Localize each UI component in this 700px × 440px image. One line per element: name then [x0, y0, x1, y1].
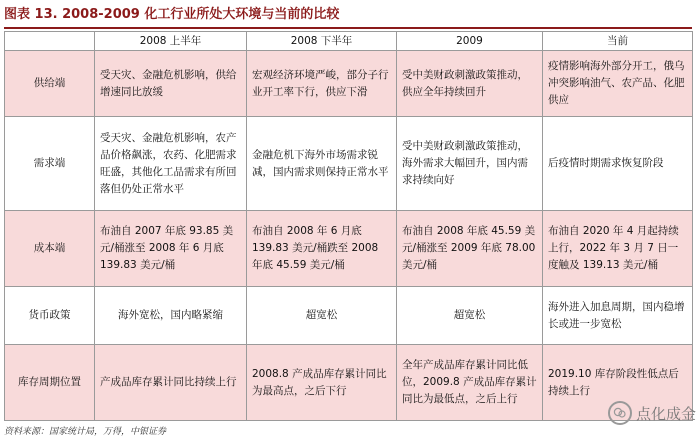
watermark: [608, 400, 696, 426]
table-cell: 超宽松: [247, 287, 397, 345]
table-row: [5, 287, 693, 345]
table-cell: 产成品库存累计同比持续上行: [95, 345, 247, 421]
comparison-table: [4, 31, 693, 421]
table-cell: 布油自 2007 年底 93.85 美元/桶涨至 2008 年 6 月底 139.83 美元/桶: [95, 211, 247, 287]
row-label-inventory-cycle: 库存周期位置: [5, 345, 95, 421]
table-cell: 布油自 2008 年底 45.59 美元/桶涨至 2009 年底 78.00 美元/桶: [397, 211, 543, 287]
table-cell: 受中美财政刺激政策推动，供应全年持续回升: [397, 51, 543, 117]
table-cell: 受天灾、金融危机影响，供给增速同比放缓: [95, 51, 247, 117]
wechat-logo-icon: [608, 401, 632, 425]
row-label-demand: 需求端: [5, 117, 95, 211]
header-current: 当前: [543, 32, 693, 51]
row-label-monetary-policy: 货币政策: [5, 287, 95, 345]
table-row: [5, 51, 693, 117]
figure-title: 图表 13. 2008-2009 化工行业所处大环境与当前的比较: [4, 7, 340, 22]
table-cell: 受中美财政刺激政策推动，海外需求大幅回升，国内需求持续向好: [397, 117, 543, 211]
header-2008-h1: 2008 上半年: [95, 32, 247, 51]
table-cell: 后疫情时期需求恢复阶段: [543, 117, 693, 211]
table-cell: 2019.10 库存阶段性低点后持续上行: [543, 345, 693, 421]
table-cell: 2008.8 产成品库存累计同比为最高点，之后下行: [247, 345, 397, 421]
table-row: [5, 345, 693, 421]
header-2008-h2: 2008 下半年: [247, 32, 397, 51]
table-cell: 全年产成品库存累计同比低位，2009.8 产成品库存累计同比为最低点，之后上行: [397, 345, 543, 421]
header-corner: [5, 32, 95, 51]
row-label-cost: 成本端: [5, 211, 95, 287]
source-note: 资料来源：国家统计局，万得，中银证券: [4, 427, 167, 437]
table-cell: 疫情影响海外部分开工，俄乌冲突影响油气、农产品、化肥供应: [543, 51, 693, 117]
row-label-supply: 供给端: [5, 51, 95, 117]
table-cell: 布油自 2020 年 4 月起持续上行，2022 年 3 月 7 日一度触及 139.13 美元/桶: [543, 211, 693, 287]
table-header-row: [5, 32, 693, 51]
table-cell: 布油自 2008 年 6 月底 139.83 美元/桶跌至 2008 年底 45.59 美元/桶: [247, 211, 397, 287]
table-cell: 受天灾、金融危机影响，农产品价格飙涨，农药、化肥需求旺盛，其他化工品需求有所回落但仍处正常水平: [95, 117, 247, 211]
table-cell: 海外进入加息周期，国内稳增长或进一步宽松: [543, 287, 693, 345]
table-cell: 宏观经济环境严峻，部分子行业开工率下行，供应下滑: [247, 51, 397, 117]
table-row: [5, 211, 693, 287]
header-2009: 2009: [397, 32, 543, 51]
table-cell: 超宽松: [397, 287, 543, 345]
table-cell: 海外宽松，国内略紧缩: [95, 287, 247, 345]
table-cell: 金融危机下海外市场需求锐减，国内需求则保持正常水平: [247, 117, 397, 211]
watermark-text: 点化成金: [635, 404, 696, 423]
table-row: [5, 117, 693, 211]
title-rule: [4, 27, 692, 29]
